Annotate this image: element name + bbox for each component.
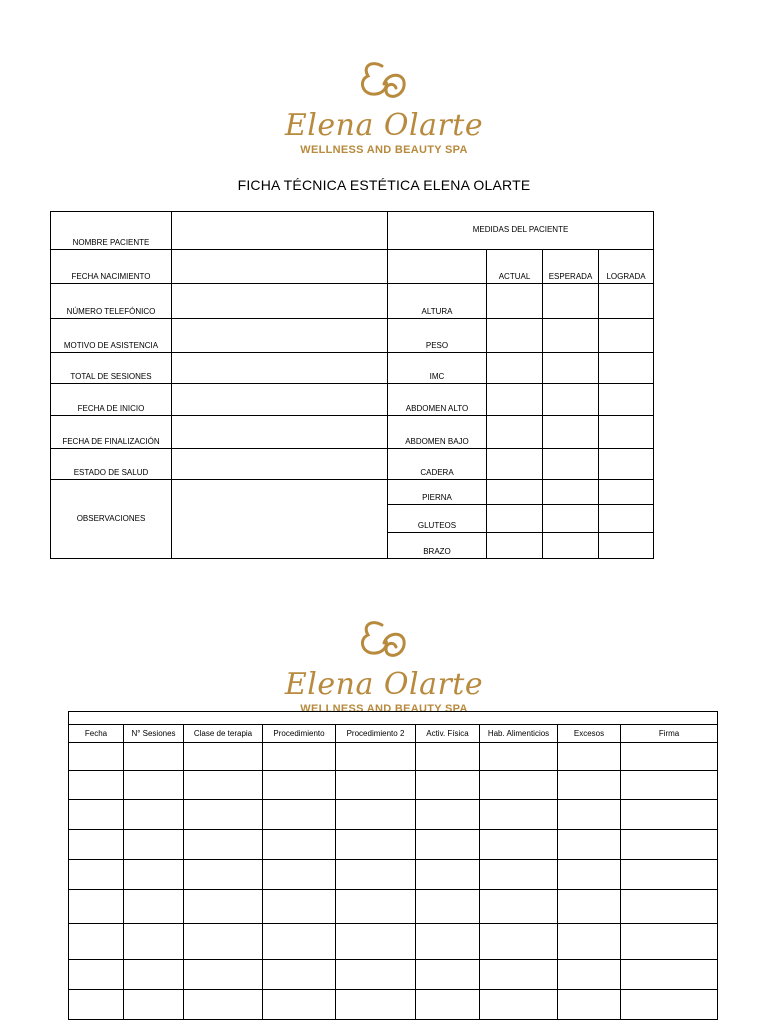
field-label: OBSERVACIONES bbox=[51, 480, 172, 559]
field-label: NÚMERO TELEFÓNICO bbox=[51, 284, 172, 319]
field-input[interactable] bbox=[172, 212, 388, 250]
field-input[interactable] bbox=[172, 250, 388, 284]
field-input[interactable] bbox=[172, 319, 388, 353]
table-cell[interactable] bbox=[184, 771, 263, 800]
table-cell[interactable] bbox=[336, 771, 416, 800]
field-input[interactable] bbox=[172, 449, 388, 480]
field-label: TOTAL DE SESIONES bbox=[51, 353, 172, 384]
measure-input[interactable] bbox=[543, 480, 599, 505]
table-cell[interactable] bbox=[263, 800, 336, 830]
table-cell[interactable] bbox=[263, 924, 336, 960]
table-cell[interactable] bbox=[480, 924, 558, 960]
table-row bbox=[69, 890, 718, 924]
table-cell[interactable] bbox=[69, 890, 124, 924]
table-cell[interactable] bbox=[336, 990, 416, 1020]
table-cell[interactable] bbox=[124, 890, 184, 924]
table-cell[interactable] bbox=[416, 860, 480, 890]
measure-input[interactable] bbox=[487, 449, 543, 480]
sessions-table bbox=[68, 711, 718, 1020]
table-cell[interactable] bbox=[124, 800, 184, 830]
table-cell[interactable] bbox=[480, 743, 558, 771]
table-cell[interactable] bbox=[69, 830, 124, 860]
table-cell[interactable] bbox=[621, 830, 718, 860]
table-cell[interactable] bbox=[184, 960, 263, 990]
measure-input[interactable] bbox=[487, 533, 543, 559]
measure-input[interactable] bbox=[543, 416, 599, 449]
measures-header: MEDIDAS DEL PACIENTE bbox=[388, 212, 654, 250]
table-cell[interactable] bbox=[558, 800, 621, 830]
field-input[interactable] bbox=[172, 353, 388, 384]
field-label: FECHA DE INICIO bbox=[51, 384, 172, 416]
table-cell[interactable] bbox=[263, 830, 336, 860]
table-cell[interactable] bbox=[558, 743, 621, 771]
measure-input[interactable] bbox=[543, 533, 599, 559]
table-cell[interactable] bbox=[124, 990, 184, 1020]
measure-input[interactable] bbox=[599, 449, 654, 480]
table-cell[interactable] bbox=[336, 743, 416, 771]
table-cell[interactable] bbox=[558, 860, 621, 890]
brand-tagline: WELLNESS AND BEAUTY SPA bbox=[300, 144, 468, 156]
table-cell[interactable] bbox=[69, 924, 124, 960]
eo-monogram-icon bbox=[354, 617, 414, 669]
column-header: Activ. Física bbox=[416, 725, 480, 743]
table-cell[interactable] bbox=[336, 800, 416, 830]
measure-label: CADERA bbox=[388, 449, 487, 480]
table-cell[interactable] bbox=[480, 771, 558, 800]
measure-input[interactable] bbox=[543, 319, 599, 353]
table-cell[interactable] bbox=[416, 960, 480, 990]
field-label: FECHA NACIMIENTO bbox=[51, 250, 172, 284]
table-cell[interactable] bbox=[69, 860, 124, 890]
brand-logo bbox=[0, 58, 768, 156]
table-cell[interactable] bbox=[69, 990, 124, 1020]
table-cell[interactable] bbox=[336, 890, 416, 924]
field-label: MOTIVO DE ASISTENCIA bbox=[51, 319, 172, 353]
table-cell[interactable] bbox=[558, 960, 621, 990]
table-row bbox=[69, 743, 718, 771]
measure-input[interactable] bbox=[543, 384, 599, 416]
table-cell[interactable] bbox=[124, 830, 184, 860]
measure-input[interactable] bbox=[487, 480, 543, 505]
measure-label: ABDOMEN BAJO bbox=[388, 416, 487, 449]
table-row bbox=[69, 960, 718, 990]
table-cell[interactable] bbox=[416, 830, 480, 860]
table-cell[interactable] bbox=[263, 990, 336, 1020]
table-cell[interactable] bbox=[621, 924, 718, 960]
field-input[interactable] bbox=[172, 480, 388, 559]
table-cell[interactable] bbox=[480, 960, 558, 990]
measure-input[interactable] bbox=[487, 384, 543, 416]
field-input[interactable] bbox=[172, 284, 388, 319]
table-row bbox=[69, 990, 718, 1020]
measure-input[interactable] bbox=[487, 353, 543, 384]
eo-monogram-icon bbox=[354, 58, 414, 110]
table-cell[interactable] bbox=[124, 860, 184, 890]
column-header: Firma bbox=[621, 725, 718, 743]
table-cell[interactable] bbox=[69, 800, 124, 830]
table-cell[interactable] bbox=[416, 924, 480, 960]
measure-input[interactable] bbox=[487, 284, 543, 319]
table-cell[interactable] bbox=[480, 990, 558, 1020]
table-cell[interactable] bbox=[184, 743, 263, 771]
measure-input[interactable] bbox=[599, 284, 654, 319]
field-label: FECHA DE FINALIZACIÓN bbox=[51, 416, 172, 449]
table-row bbox=[69, 924, 718, 960]
table-cell[interactable] bbox=[69, 743, 124, 771]
table-cell[interactable] bbox=[621, 743, 718, 771]
measure-label bbox=[388, 250, 487, 284]
brand-name: Elena Olarte bbox=[284, 667, 484, 702]
table-cell[interactable] bbox=[480, 830, 558, 860]
measure-input[interactable] bbox=[599, 480, 654, 505]
field-input[interactable] bbox=[172, 416, 388, 449]
table-row bbox=[69, 771, 718, 800]
table-cell[interactable] bbox=[621, 860, 718, 890]
table-cell[interactable] bbox=[480, 800, 558, 830]
measure-label: PIERNA bbox=[388, 480, 487, 505]
table-cell[interactable] bbox=[124, 924, 184, 960]
table-cell[interactable] bbox=[480, 890, 558, 924]
measure-input[interactable] bbox=[543, 449, 599, 480]
table-cell[interactable] bbox=[124, 743, 184, 771]
measure-input[interactable] bbox=[599, 505, 654, 533]
table-cell[interactable] bbox=[336, 924, 416, 960]
table-cell[interactable] bbox=[263, 860, 336, 890]
column-header: Clase de terapia bbox=[184, 725, 263, 743]
measure-input[interactable] bbox=[543, 284, 599, 319]
field-input[interactable] bbox=[172, 384, 388, 416]
table-cell[interactable] bbox=[621, 771, 718, 800]
measure-label: GLUTEOS bbox=[388, 505, 487, 533]
table-cell[interactable] bbox=[184, 860, 263, 890]
table-cell[interactable] bbox=[184, 990, 263, 1020]
table-cell[interactable] bbox=[69, 960, 124, 990]
measure-input[interactable] bbox=[599, 319, 654, 353]
table-cell[interactable] bbox=[69, 771, 124, 800]
table-cell[interactable] bbox=[263, 743, 336, 771]
table-cell[interactable] bbox=[336, 960, 416, 990]
table-cell[interactable] bbox=[558, 924, 621, 960]
table-cell[interactable] bbox=[336, 860, 416, 890]
column-header: ACTUAL bbox=[487, 250, 543, 284]
table-cell[interactable] bbox=[124, 771, 184, 800]
brand-tagline: WELLNESS AND BEAUTY SPA bbox=[300, 703, 468, 715]
table-row bbox=[69, 800, 718, 830]
table-cell[interactable] bbox=[416, 800, 480, 830]
column-header: Procedimiento 2 bbox=[336, 725, 416, 743]
table-cell[interactable] bbox=[558, 990, 621, 1020]
table-cell[interactable] bbox=[263, 960, 336, 990]
table-row bbox=[69, 860, 718, 890]
measure-input[interactable] bbox=[599, 384, 654, 416]
measure-label: ABDOMEN ALTO bbox=[388, 384, 487, 416]
sessions-banner bbox=[69, 712, 718, 725]
table-cell[interactable] bbox=[184, 830, 263, 860]
table-cell[interactable] bbox=[621, 960, 718, 990]
brand-logo-secondary bbox=[0, 617, 768, 715]
table-cell[interactable] bbox=[621, 890, 718, 924]
column-header: Hab. Alimenticios bbox=[480, 725, 558, 743]
table-cell[interactable] bbox=[558, 830, 621, 860]
table-cell[interactable] bbox=[124, 960, 184, 990]
field-label: NOMBRE PACIENTE bbox=[51, 212, 172, 250]
measure-input[interactable] bbox=[543, 505, 599, 533]
table-cell[interactable] bbox=[416, 890, 480, 924]
measure-label: BRAZO bbox=[388, 533, 487, 559]
column-header: Fecha bbox=[69, 725, 124, 743]
table-cell[interactable] bbox=[416, 743, 480, 771]
table-cell[interactable] bbox=[263, 890, 336, 924]
column-header: ESPERADA bbox=[543, 250, 599, 284]
field-label: ESTADO DE SALUD bbox=[51, 449, 172, 480]
table-cell[interactable] bbox=[480, 860, 558, 890]
table-cell[interactable] bbox=[621, 800, 718, 830]
measure-input[interactable] bbox=[487, 505, 543, 533]
table-row bbox=[69, 830, 718, 860]
table-cell[interactable] bbox=[621, 990, 718, 1020]
measure-label: IMC bbox=[388, 353, 487, 384]
measure-input[interactable] bbox=[599, 353, 654, 384]
column-header: Procedimiento bbox=[263, 725, 336, 743]
column-header: N° Sesiones bbox=[124, 725, 184, 743]
measure-input[interactable] bbox=[487, 416, 543, 449]
table-cell[interactable] bbox=[184, 890, 263, 924]
column-header: Excesos bbox=[558, 725, 621, 743]
measure-input[interactable] bbox=[543, 353, 599, 384]
measure-input[interactable] bbox=[599, 416, 654, 449]
column-header: LOGRADA bbox=[599, 250, 654, 284]
patient-form-table bbox=[50, 211, 654, 559]
brand-name: Elena Olarte bbox=[284, 108, 484, 143]
table-cell[interactable] bbox=[263, 771, 336, 800]
table-cell[interactable] bbox=[416, 771, 480, 800]
measure-label: PESO bbox=[388, 319, 487, 353]
page-title: FICHA TÉCNICA ESTÉTICA ELENA OLARTE bbox=[237, 177, 531, 193]
table-cell[interactable] bbox=[558, 771, 621, 800]
table-cell[interactable] bbox=[416, 990, 480, 1020]
table-cell[interactable] bbox=[336, 830, 416, 860]
measure-input[interactable] bbox=[487, 319, 543, 353]
table-cell[interactable] bbox=[184, 800, 263, 830]
measure-label: ALTURA bbox=[388, 284, 487, 319]
table-cell[interactable] bbox=[558, 890, 621, 924]
table-cell[interactable] bbox=[184, 924, 263, 960]
measure-input[interactable] bbox=[599, 533, 654, 559]
